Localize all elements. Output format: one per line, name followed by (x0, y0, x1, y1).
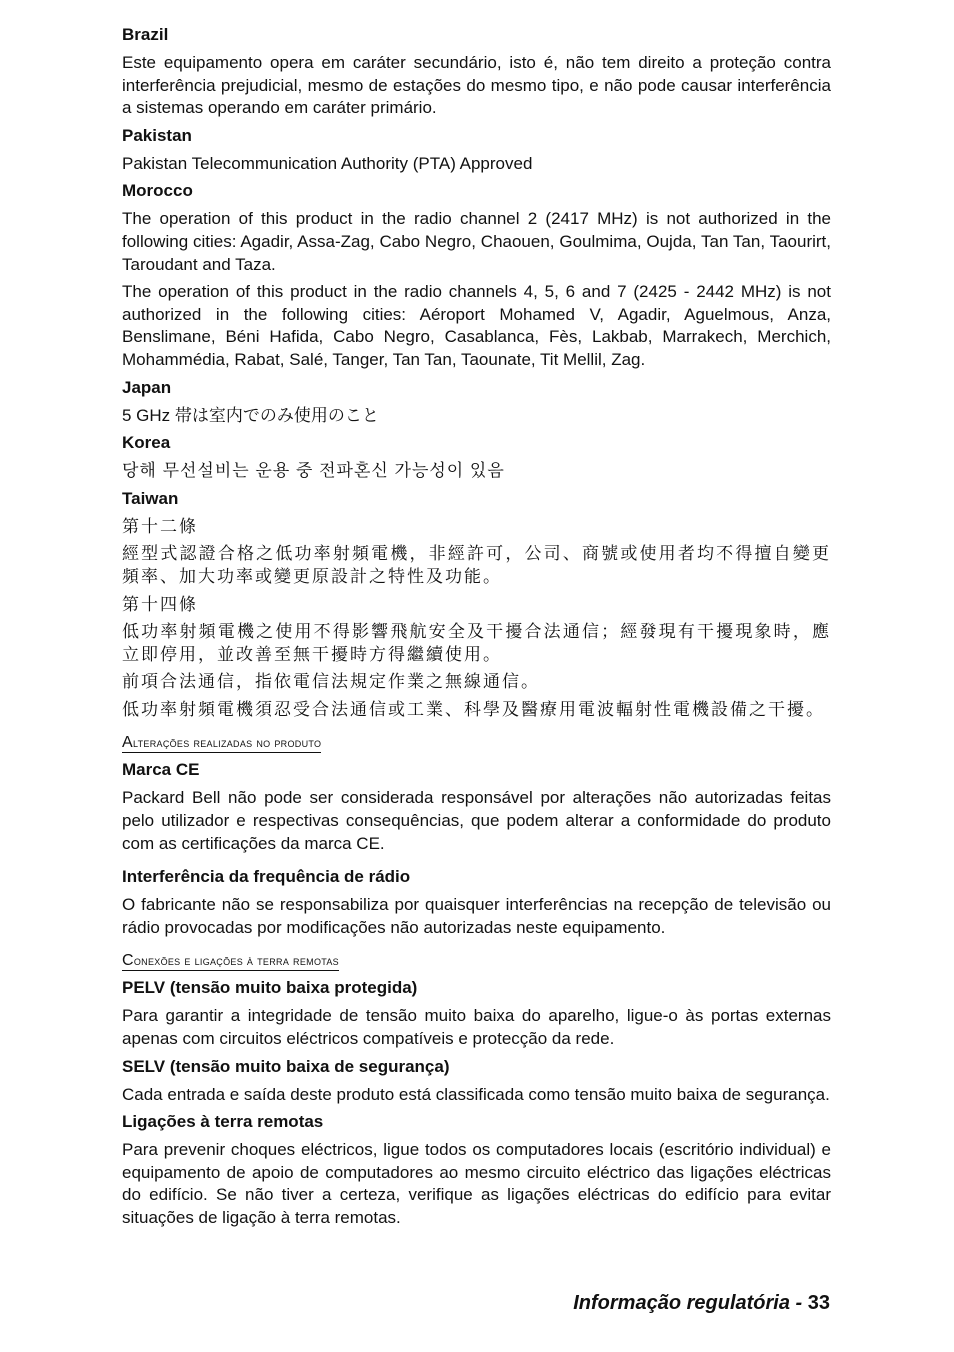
pelv-heading: PELV (tensão muito baixa protegida) (122, 978, 418, 998)
morocco-heading: Morocco (122, 181, 193, 201)
taiwan-article-14-text-1: 低功率射頻電機之使用不得影響飛航安全及干擾合法通信；經發現有干擾現象時，應立即停用，並改善至無干擾時方得繼續使用。 (122, 622, 831, 664)
interferencia-text: O fabricante não se responsabiliza por quaisquer interferências na recepção de televisão ou rádio provocadas por modificações não autorizadas neste equipamento. (122, 895, 831, 937)
page-footer (573, 1290, 830, 1316)
document-page (122, 24, 831, 1235)
taiwan-article-14: 第十四條 (122, 594, 198, 614)
selv-heading: SELV (tensão muito baixa de segurança) (122, 1056, 450, 1076)
japan-text: 5 GHz 帯は室内でのみ使用のこと (122, 405, 379, 425)
taiwan-article-14-text-2: 前項合法通信，指依電信法規定作業之無線通信。 (122, 672, 540, 692)
taiwan-article-12-text: 經型式認證合格之低功率射頻電機，非經許可，公司、商號或使用者均不得擅自變更頻率、加大功率或變更原設計之特性及功能。 (122, 544, 831, 586)
terra-heading: Ligações à terra remotas (122, 1112, 324, 1132)
brazil-text: Este equipamento opera em caráter secundário, isto é, não tem direito a proteção contra interferência prejudicial, mesmo de estações do mesmo tipo, e não pode causar interferência a sistemas operando em caráter primário. (122, 53, 831, 118)
morocco-text-2: The operation of this product in the radio channels 4, 5, 6 and 7 (2425 - 2442 MHz) is not authorized in the following cities: Aéroport Mohamed V, Agadir, Aguelmous, Anza, Benslimane, Béni Hafida, Cabo Negro, Casablanca, Fès, Lakbab, Marrakech, Merchich, Mohammédia, Rabat, Salé, Tanger, Tan Tan, Taounate, Tit Mellil, Zag. (122, 282, 831, 369)
taiwan-article-14-text-3: 低功率射頻電機須忍受合法通信或工業、科學及醫療用電波輻射性電機設備之干擾。 (122, 699, 825, 719)
japan-heading: Japan (122, 377, 172, 397)
interferencia-heading: Interferência da frequência de rádio (122, 867, 411, 887)
footer-title: Informação regulatória - (573, 1292, 808, 1314)
section-title-conexoes: Conexões e ligações à terra remotas (122, 952, 339, 970)
pakistan-text: Pakistan Telecommunication Authority (PTA) Approved (122, 153, 533, 173)
terra-text: Para prevenir choques eléctricos, ligue todos os computadores locais (escritório individual) e equipamento de apoio de computadores ao mesmo circuito eléctrico das ligações eléctricas do edifício. Se não tiver a certeza, verifique as ligações eléctricas do edifício para evitar situações de ligação à terra remotas. (122, 1140, 831, 1227)
selv-text: Cada entrada e saída deste produto está classificada como tensão muito baixa de segurança. (122, 1084, 830, 1104)
marca-ce-text: Packard Bell não pode ser considerada responsável por alterações não autorizadas feitas pelo utilizador e respectivas consequências, que podem alterar a conformidade do produto com as certificações da marca CE. (122, 788, 831, 853)
section-title-alteracoes: Alterações realizadas no produto (122, 734, 322, 752)
morocco-text-1: The operation of this product in the radio channel 2 (2417 MHz) is not authorized in the following cities: Agadir, Assa-Zag, Cabo Negro, Chaouen, Goulmima, Oujda, Tan Tan, Taourirt, Taroudant and Taza. (122, 209, 831, 274)
marca-ce-heading: Marca CE (122, 760, 200, 780)
taiwan-heading: Taiwan (122, 488, 179, 508)
page-number: 33 (807, 1292, 830, 1314)
taiwan-article-12: 第十二條 (122, 516, 198, 536)
korea-heading: Korea (122, 433, 171, 453)
pakistan-heading: Pakistan (122, 125, 192, 145)
korea-text: 당해 무선설비는 운용 중 전파혼신 가능성이 있음 (122, 461, 505, 481)
pelv-text: Para garantir a integridade de tensão muito baixa do aparelho, ligue-o às portas externas apenas com circuitos eléctricos compatíveis e protecção da rede. (122, 1006, 831, 1049)
brazil-heading: Brazil (122, 25, 169, 44)
